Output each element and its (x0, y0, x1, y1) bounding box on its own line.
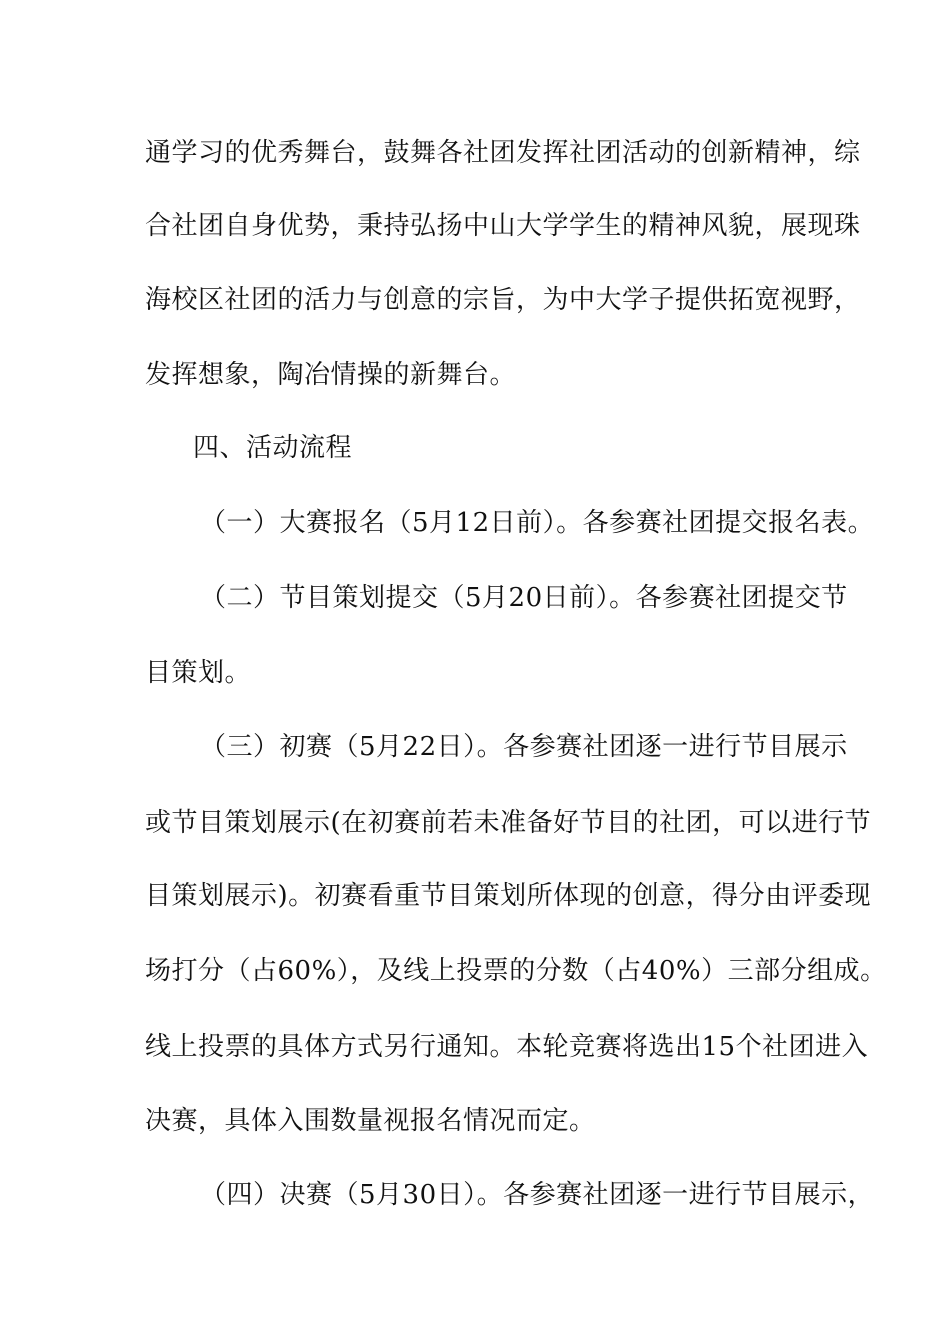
paragraph-line: 通学习的优秀舞台，鼓舞各社团发挥社团活动的创新精神，综 (145, 138, 861, 168)
paragraph-line: 目策划。 (145, 658, 252, 688)
paragraph-line: 线上投票的具体方式另行通知。本轮竞赛将选出15个社团进入 (145, 1032, 869, 1062)
paragraph-line: （一）大赛报名（5月12日前）。各参赛社团提交报名表。 (200, 508, 875, 538)
paragraph-line: 目策划展示)。初赛看重节目策划所体现的创意，得分由评委现 (145, 881, 872, 911)
paragraph-line: 合社团自身优势，秉持弘扬中山大学学生的精神风貌，展现珠 (145, 211, 861, 241)
paragraph-line: 决赛，具体入围数量视报名情况而定。 (145, 1106, 596, 1136)
paragraph-line: 海校区社团的活力与创意的宗旨，为中大学子提供拓宽视野， (145, 285, 861, 315)
section-heading: 四、活动流程 (193, 433, 353, 463)
paragraph-line: （四）决赛（5月30日）。各参赛社团逐一进行节目展示， (200, 1180, 875, 1210)
paragraph-line: （三）初赛（5月22日）。各参赛社团逐一进行节目展示 (200, 732, 848, 762)
paragraph-line: 或节目策划展示(在初赛前若未准备好节目的社团，可以进行节 (145, 808, 872, 838)
paragraph-line: （二）节目策划提交（5月20日前）。各参赛社团提交节 (200, 583, 848, 613)
paragraph-line: 发挥想象，陶冶情操的新舞台。 (145, 360, 517, 390)
paragraph-line: 场打分（占60%），及线上投票的分数（占40%）三部分组成。 (145, 956, 887, 986)
